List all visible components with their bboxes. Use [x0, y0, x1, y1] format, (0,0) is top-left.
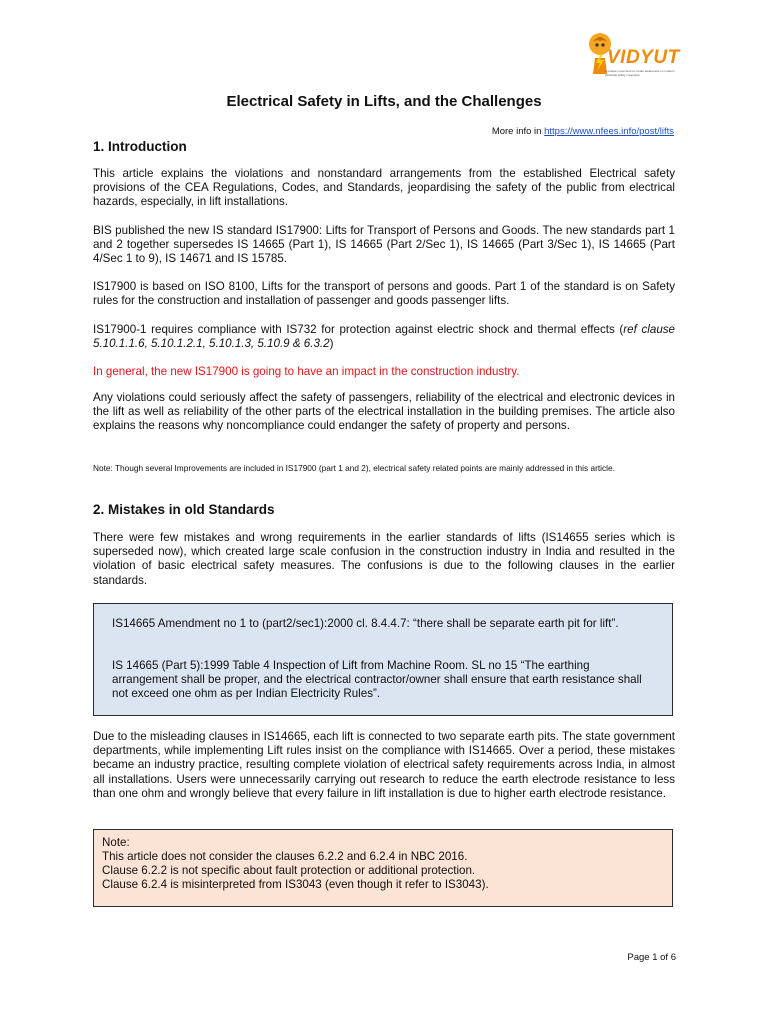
clause-quote-box [93, 603, 673, 716]
intro-paragraph-4 [93, 323, 675, 351]
intro-paragraph-1: This article explains the violations and nonstandard arrangements from the established Electrical safety provisions of the CEA Regulations, Codes, and Standards, jeopardising the safety of the public from electrical hazards, especially, in lift installations. [93, 167, 675, 209]
clause-quote-1: IS14665 Amendment no 1 to (part2/sec1):2000 cl. 8.4.4.7: “there shall be separate earth pit for lift”. [112, 617, 619, 630]
intro-red-statement: In general, the new IS17900 is going to have an impact in the construction industry. [93, 365, 520, 378]
p4-end: ) [329, 337, 334, 351]
more-info-line [492, 126, 674, 137]
note-line: Note: [102, 836, 130, 849]
p4-ref: ref clause 5.10.1.1.6, 5.10.1.2.1, 5.10.1.3, 5.10.9 & 6.3.2 [93, 323, 676, 351]
more-info-link[interactable]: https://www.nfees.info/post/lifts [544, 126, 674, 137]
vidyut-logo [585, 30, 680, 82]
p4-text: IS17900-1 requires compliance with IS732 for protection against electric shock and thermal effects ( [93, 323, 624, 336]
note-line: Clause 6.2.4 is misinterpreted from IS3043 (even though it refer to IS3043). [102, 878, 489, 891]
mistakes-paragraph-1: There were few mistakes and wrong requirements in the earlier standards of lifts (IS14655 series which is superseded now), which created large scale confusion in the construction industry in India and resulted in the violation of basic electrical safety measures. The confusions is due to the following clauses in the earlier standards. [93, 531, 675, 587]
note-line: This article does not consider the clauses 6.2.2 and 6.2.4 in NBC 2016. [102, 850, 468, 863]
intro-paragraph-3: IS17900 is based on ISO 8100, Lifts for the transport of persons and goods. Part 1 of the standard is on Safety rules for the construction and installation of passenger and goods passenger lifts. [93, 280, 675, 308]
page-number: Page 1 of 6 [627, 952, 676, 963]
intro-paragraph-2: BIS published the new IS standard IS17900: Lifts for Transport of Persons and Goods. The new standards part 1 and 2 together supersedes IS 14665 (Part 1), IS 14665 (Part 2/Sec 1), IS 14665 (Part 3/Sec 1), IS 14665 (Part 4/Sec 1 to 9), IS 14671 and IS 15785. [93, 224, 675, 266]
mistakes-paragraph-2: Due to the misleading clauses in IS14665, each lift is connected to two separate earth pits. The state government departments, while implementing Lift rules insist on the compliance with IS14665. Over a period, these mistakes became an industry practice, resulting complete violation of electrical safety requirements across India, in almost all installations. Users were unnecessarily carrying out research to reduce the earth electrode resistance to less than one ohm and wrongly believe that every failure in lift installation is due to higher earth electrode resistance. [93, 730, 675, 800]
section-heading-introduction: 1. Introduction [93, 139, 187, 154]
page-title: Electrical Safety in Lifts, and the Challenges [226, 93, 542, 110]
intro-paragraph-6: Any violations could seriously affect the safety of passengers, reliability of the electrical and electronic devices in the lift as well as reliability of the other parts of the electrical installation in the building premises. The article also explains the reasons why noncompliance could endanger the safety of property and persons. [93, 391, 675, 433]
more-info-prefix: More info in [491, 126, 542, 137]
intro-note: Note: Though several Improvements are included in IS17900 (part 1 and 2), electrical safety related points are mainly addressed in this article. [93, 463, 615, 473]
clause-quote-2: IS 14665 (Part 5):1999 Table 4 Inspection of Lift from Machine Room. SL no 15 “The earthing arrangement shall be proper, and the electrical contractor/owner shall ensure that earth resistance shall not exceed one ohm as per Indian Electricity Rules”. [112, 659, 642, 701]
logo-tagline: A unique movement to create awareness on modern electrical safety measures [605, 69, 675, 77]
logo-wordmark: VIDYUT [607, 47, 680, 68]
note-box [93, 829, 673, 907]
section-heading-mistakes: 2. Mistakes in old Standards [93, 502, 275, 517]
note-line: Clause 6.2.2 is not specific about fault protection or additional protection. [102, 864, 476, 877]
